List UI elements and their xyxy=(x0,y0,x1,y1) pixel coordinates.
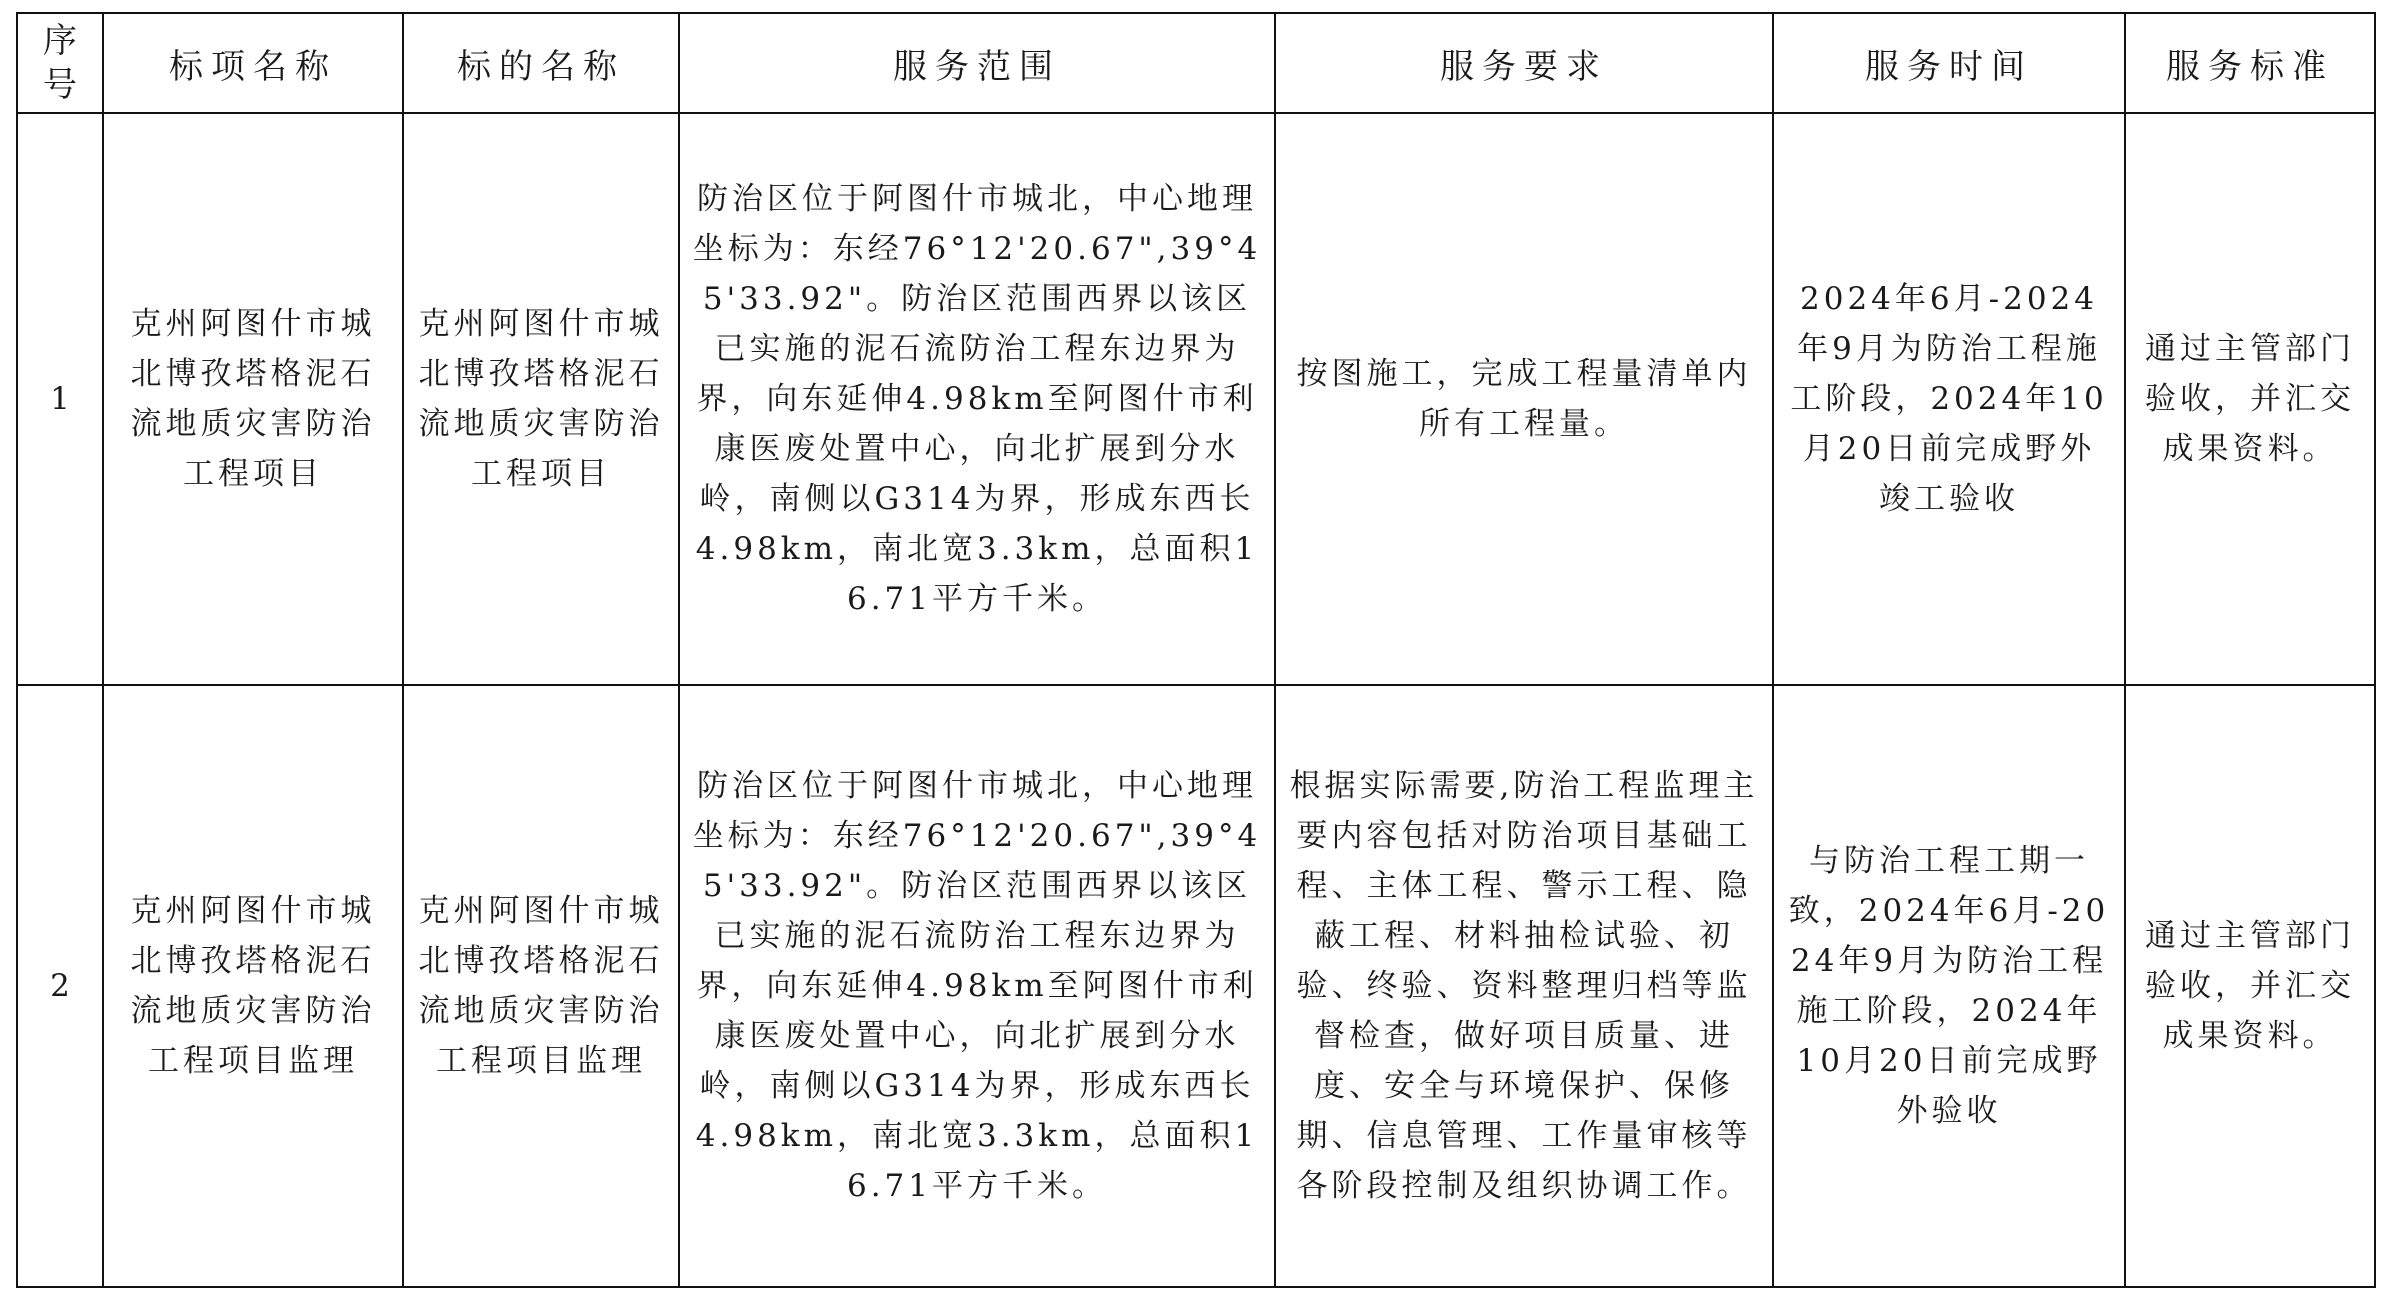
table-row xyxy=(17,685,2375,1287)
header-subject-name: 标的名称 xyxy=(403,13,679,113)
header-service-time: 服务时间 xyxy=(1773,13,2125,113)
header-service-standard: 服务标准 xyxy=(2125,13,2375,113)
row-service-scope: 防治区位于阿图什市城北，中心地理坐标为：东经76°12'20.67",39°45'33.92"。防治区范围西界以该区已实施的泥石流防治工程东边界为界，向东延伸4.98km至阿图什市利康医废处置中心，向北扩展到分水岭，南侧以G314为界，形成东西长4.98km，南北宽3.3km，总面积16.71平方千米。 xyxy=(679,113,1275,685)
header-service-scope: 服务范围 xyxy=(679,13,1275,113)
header-index xyxy=(17,13,103,113)
row-item-name: 克州阿图什市城北博孜塔格泥石流地质灾害防治工程项目监理 xyxy=(103,685,403,1287)
header-item-name: 标项名称 xyxy=(103,13,403,113)
row-service-scope: 防治区位于阿图什市城北，中心地理坐标为：东经76°12'20.67",39°45'33.92"。防治区范围西界以该区已实施的泥石流防治工程东边界为界，向东延伸4.98km至阿图什市利康医废处置中心，向北扩展到分水岭，南侧以G314为界，形成东西长4.98km，南北宽3.3km，总面积16.71平方千米。 xyxy=(679,685,1275,1287)
row-service-requirement: 根据实际需要,防治工程监理主要内容包括对防治项目基础工程、主体工程、警示工程、隐蔽工程、材料抽检试验、初验、终验、资料整理归档等监督检查，做好项目质量、进度、安全与环境保护、保修期、信息管理、工作量审核等各阶段控制及组织协调工作。 xyxy=(1275,685,1773,1287)
row-service-time: 2024年6月-2024年9月为防治工程施工阶段，2024年10月20日前完成野外竣工验收 xyxy=(1773,113,2125,685)
row-service-time: 与防治工程工期一致，2024年6月-2024年9月为防治工程施工阶段，2024年10月20日前完成野外验收 xyxy=(1773,685,2125,1287)
row-subject-name: 克州阿图什市城北博孜塔格泥石流地质灾害防治工程项目监理 xyxy=(403,685,679,1287)
row-index: 1 xyxy=(17,113,103,685)
procurement-table xyxy=(16,12,2376,1288)
row-service-standard: 通过主管部门验收，并汇交成果资料。 xyxy=(2125,113,2375,685)
header-service-requirement: 服务要求 xyxy=(1275,13,1773,113)
row-service-requirement: 按图施工，完成工程量清单内所有工程量。 xyxy=(1275,113,1773,685)
row-subject-name: 克州阿图什市城北博孜塔格泥石流地质灾害防治工程项目 xyxy=(403,113,679,685)
header-index-label: 序 号 xyxy=(43,21,77,105)
row-index: 2 xyxy=(17,685,103,1287)
document-page xyxy=(16,12,2376,1282)
header-row xyxy=(17,13,2375,113)
table-row xyxy=(17,113,2375,685)
row-service-standard: 通过主管部门验收，并汇交成果资料。 xyxy=(2125,685,2375,1287)
row-item-name: 克州阿图什市城北博孜塔格泥石流地质灾害防治工程项目 xyxy=(103,113,403,685)
